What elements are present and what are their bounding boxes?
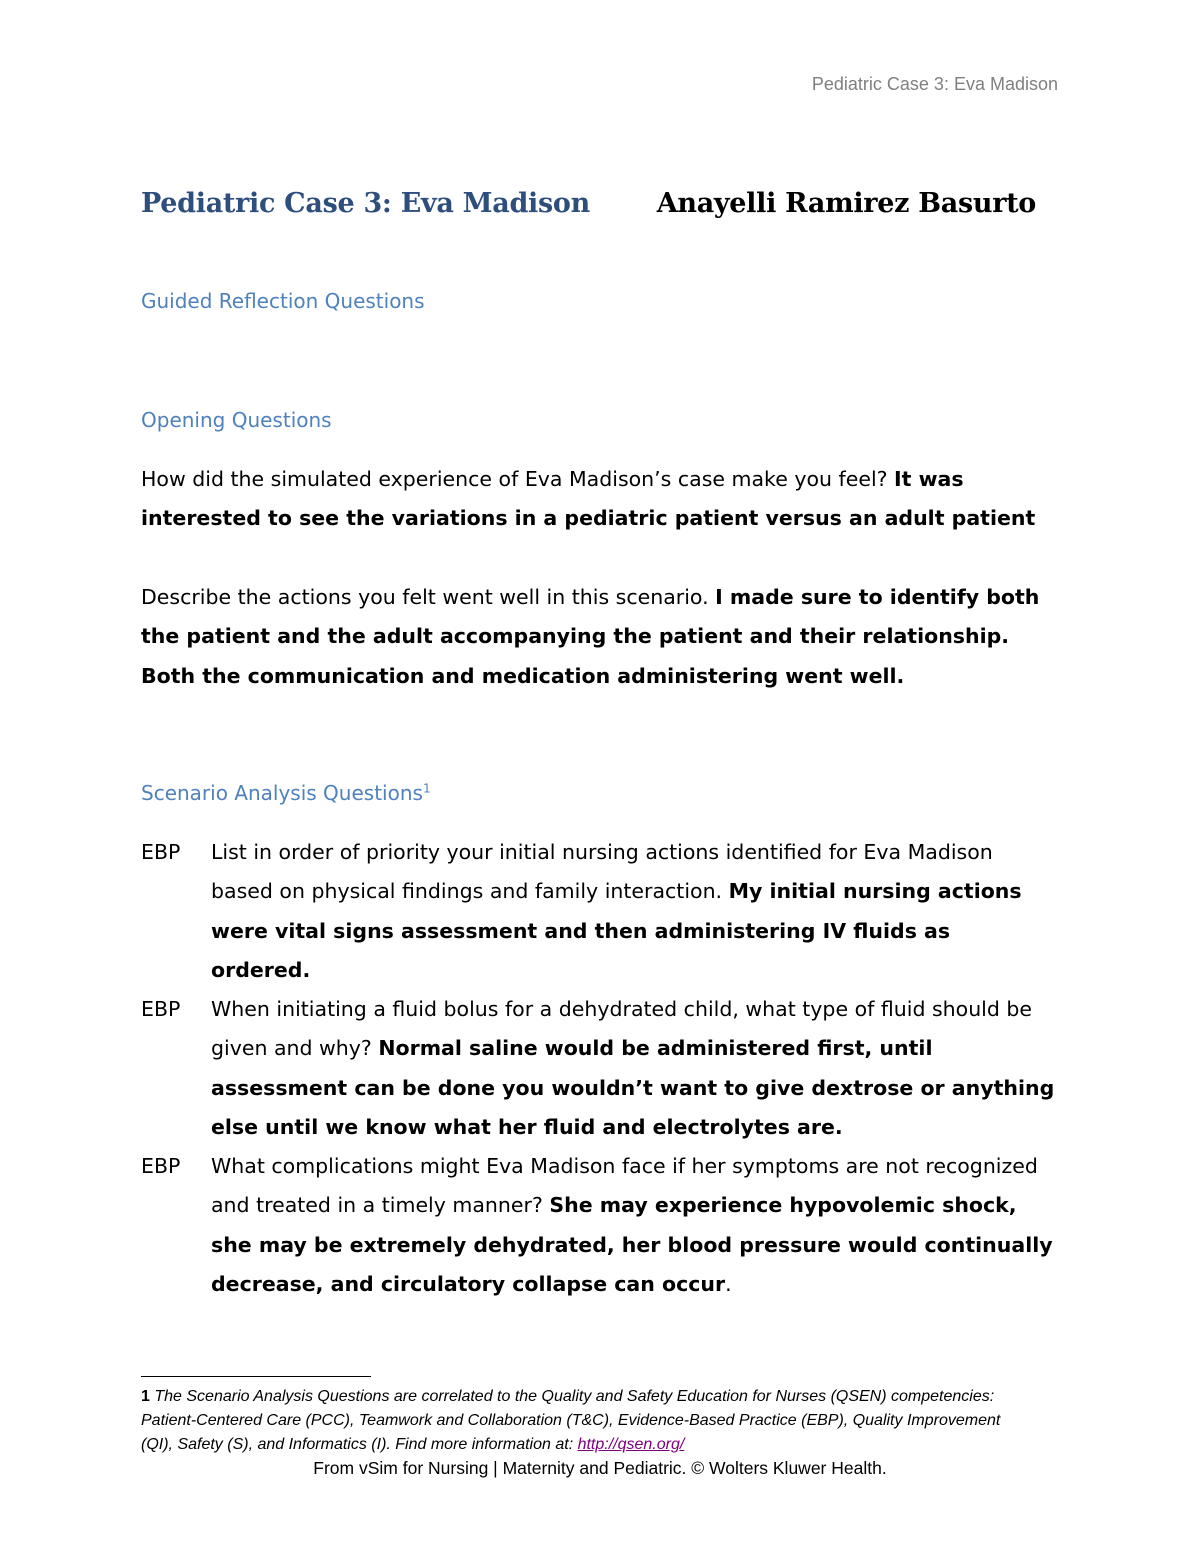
qsen-link[interactable]: http://qsen.org/ (577, 1436, 685, 1453)
scenario-analysis-heading (141, 781, 431, 805)
answer-text: My initial nursing actions were vital signs assessment and then administering IV fluids as ordered. (211, 879, 1022, 982)
footnote (141, 1385, 1021, 1457)
scenario-item-2 (141, 990, 1056, 1147)
question-text: When initiating a fluid bolus for a dehydrated child, what type of fluid should be given and why? (211, 997, 1033, 1061)
heading-text: Scenario Analysis Questions (141, 781, 423, 805)
question-text: What complications might Eva Madison face if her symptoms are not recognized and treated in a timely manner? (211, 1154, 1038, 1218)
scenario-item-1 (141, 833, 1056, 990)
footnote-number: 1 (141, 1388, 150, 1405)
author-name: Anayelli Ramirez Basurto (656, 188, 1036, 219)
ebp-tag: EBP (141, 997, 181, 1021)
footnote-text: The Scenario Analysis Questions are correlated to the Quality and Safety Education for Nurses (QSEN) competencies: Patient-Centered Care (PCC), Teamwork and Collaboration (T&C), Evidence-Based Practice (EBP), Quality Improvement (QI), Safety (S), and Informatics (I). Find more information at: (141, 1388, 1001, 1453)
answer-text: I made sure to identify both the patient and the adult accompanying the patient and their relationship. Both the communication and medication administering went well. (141, 585, 1040, 688)
question-text: List in order of priority your initial nursing actions identified for Eva Madison based on physical findings and family interaction. (211, 840, 993, 904)
ebp-tag: EBP (141, 840, 181, 864)
opening-questions-heading: Opening Questions (141, 408, 332, 432)
footnote-ref: 1 (422, 781, 431, 796)
answer-text: Normal saline would be administered first, until assessment can be done you wouldn’t want to give dextrose or anything else until we know what her fluid and electrolytes are. (211, 1036, 1055, 1139)
opening-question-1 (141, 460, 1056, 539)
footnote-divider (141, 1376, 371, 1377)
question-text: How did the simulated experience of Eva Madison’s case make you feel? (141, 467, 895, 491)
answer-text: It was interested to see the variations in a pediatric patient versus an adult patient (141, 467, 1036, 531)
page-title: Pediatric Case 3: Eva Madison (141, 188, 590, 219)
ebp-tag: EBP (141, 1154, 181, 1178)
page-footer: From vSim for Nursing | Maternity and Pediatric. © Wolters Kluwer Health. (313, 1458, 887, 1478)
title-row (141, 188, 1036, 228)
question-punct: . (702, 585, 716, 609)
question-text: Describe the actions you felt went well in this scenario (141, 585, 703, 609)
answer-text: She may experience hypovolemic shock, she may be extremely dehydrated, her blood pressure would continually decrease, and circulatory collapse can occur (211, 1193, 1053, 1296)
answer-punct: . (725, 1271, 732, 1296)
scenario-item-3 (141, 1147, 1056, 1304)
running-header: Pediatric Case 3: Eva Madison (811, 74, 1058, 94)
opening-question-2 (141, 578, 1056, 696)
guided-reflection-heading: Guided Reflection Questions (141, 289, 425, 313)
